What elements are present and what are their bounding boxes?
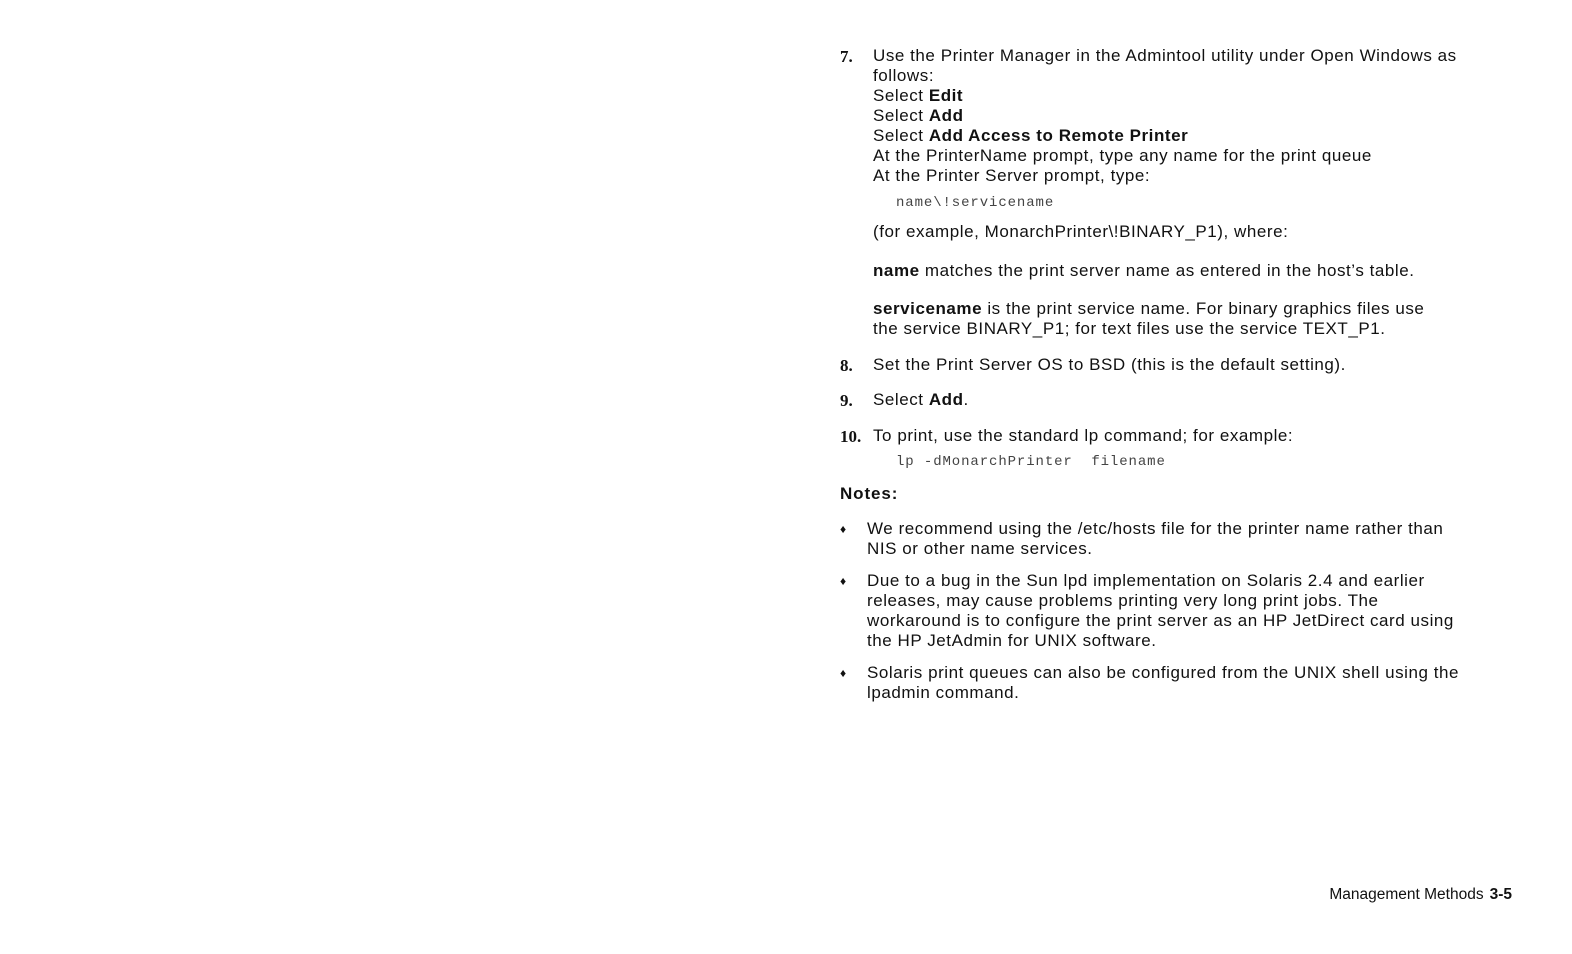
menu-term-edit: Edit	[928, 86, 964, 105]
diamond-bullet-icon: ♦	[840, 666, 847, 680]
select-add-line: Select Add	[873, 106, 964, 125]
step-number: 8.	[840, 356, 853, 375]
note-item: ♦ Due to a bug in the Sun lpd implementation on Solaris 2.4 and earlier releases, may cause problems printing very long print jobs. The workaround is to configure the print server as an HP JetDirect card using the HP JetAdmin for UNIX software.	[840, 571, 1454, 650]
servicename-definition-cont: the service BINARY_P1; for text files use the service TEXT_P1.	[873, 319, 1386, 338]
prompt-line: At the Printer Server prompt, type:	[873, 166, 1151, 185]
note-item: ♦ We recommend using the /etc/hosts file for the printer name rather than NIS or other name services.	[840, 519, 1444, 558]
page-number: 3-5	[1489, 886, 1512, 903]
step-text: Use the Printer Manager in the Admintool utility under Open Windows as	[873, 46, 1457, 65]
select-edit-line: Select Edit	[873, 86, 964, 105]
step-number: 9.	[840, 391, 853, 410]
step-text: Select Add.	[873, 390, 969, 409]
code-sample: lp -dMonarchPrinter filename	[896, 454, 1166, 470]
menu-term-remote-printer: Add Access to Remote Printer	[928, 126, 1189, 145]
step-7	[840, 46, 1530, 339]
term-servicename: servicename	[873, 299, 983, 318]
code-sample: name\!servicename	[896, 195, 1055, 211]
prompt-line: At the PrinterName prompt, type any name for the print queue	[873, 146, 1372, 165]
example-text: (for example, MonarchPrinter\!BINARY_P1), where:	[873, 222, 1289, 241]
menu-term-add: Add	[928, 106, 964, 125]
diamond-bullet-icon: ♦	[840, 522, 847, 536]
note-item: ♦ Solaris print queues can also be configured from the UNIX shell using the lpadmin command.	[840, 663, 1460, 702]
step-9	[840, 390, 1530, 410]
name-definition: name matches the print server name as entered in the host’s table.	[873, 261, 1415, 280]
diamond-bullet-icon: ♦	[840, 574, 847, 588]
step-10	[840, 426, 1530, 472]
step-text: To print, use the standard lp command; for example:	[873, 426, 1294, 445]
page-footer	[1329, 886, 1512, 904]
step-number: 7.	[840, 47, 853, 66]
step-8	[840, 355, 1530, 375]
notes-heading: Notes:	[840, 484, 899, 503]
select-remote-line: Select Add Access to Remote Printer	[873, 126, 1189, 145]
step-text: Set the Print Server OS to BSD (this is the default setting).	[873, 355, 1346, 374]
document-body	[840, 46, 1530, 703]
step-text: follows:	[873, 66, 935, 85]
footer-section-title: Management Methods	[1329, 886, 1484, 903]
servicename-definition: servicename is the print service name. For binary graphics files use	[873, 299, 1425, 318]
step-number: 10.	[840, 427, 862, 446]
term-name: name	[873, 261, 920, 280]
